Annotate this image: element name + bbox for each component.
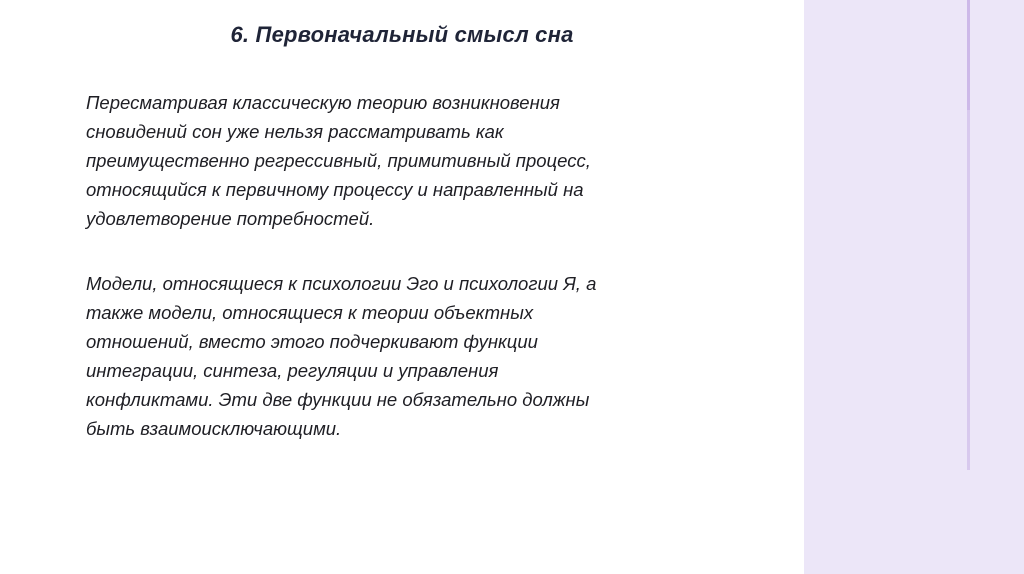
side-decoration-panel — [804, 0, 1024, 574]
slide-title: 6. Первоначальный смысл сна — [230, 22, 574, 47]
body-paragraph-1: Пересматривая классическую теорию возникновения сновидений сон уже нельзя рассматривать как преимущественно регрессивный, примитивный процесс, относящийся к первичному процессу и направленный на удовлетворение потребностей. — [86, 92, 591, 229]
body-paragraph-2: Модели, относящиеся к психологии Эго и психологии Я, а также модели, относящиеся к теории объектных отношений, вместо этого подчеркивают функции интеграции, синтеза, регуляции и управления конфликтами. Эти две функции не обязательно должны быть взаимоисключающими. — [86, 273, 597, 439]
side-decoration-rule-accent — [967, 0, 970, 110]
